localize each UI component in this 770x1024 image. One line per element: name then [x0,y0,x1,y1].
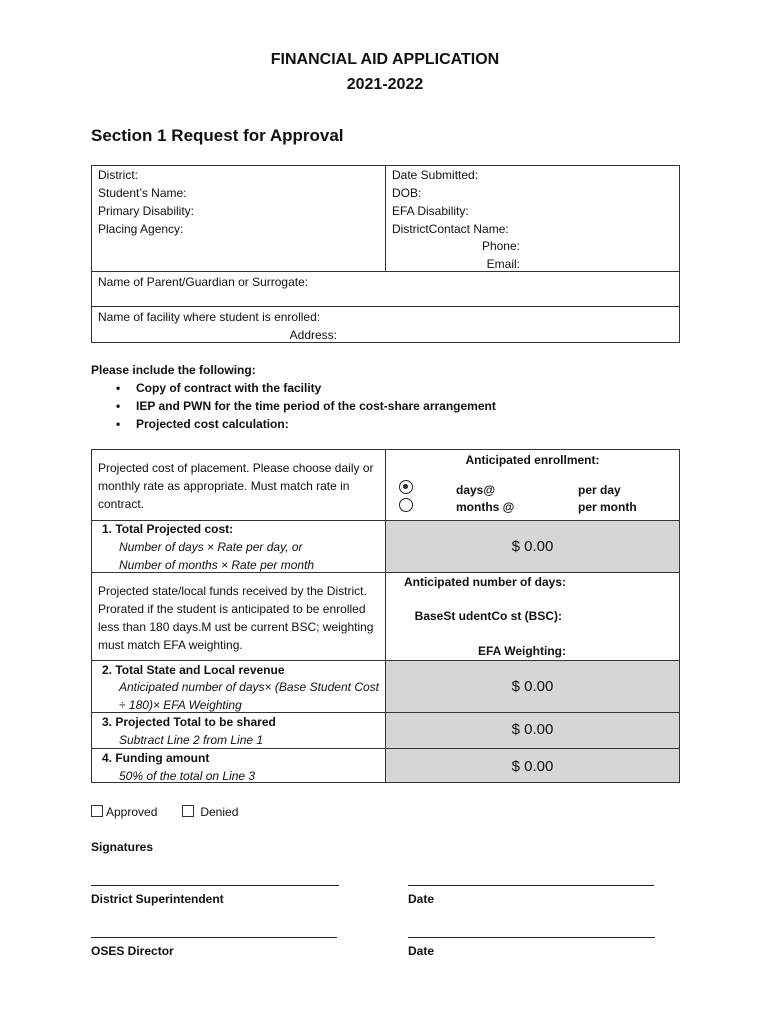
email-label[interactable]: Email: [486,257,520,271]
line1-title: 1. Total Projected cost: [102,522,234,536]
phone-label[interactable]: Phone: [481,239,520,253]
district-label[interactable]: District: [98,168,138,182]
line2-sub: Anticipated number of days× (Base Student Cost ÷ 180)× EFA Weighting [119,680,379,712]
line1-sub2: Number of months × Rate per month [119,558,315,572]
form-title: FINANCIAL AID APPLICATION [270,51,500,68]
date-label-1: Date [408,892,435,906]
line3-title: 3. Projected Total to be shared [102,715,276,729]
date-label-2: Date [408,944,435,958]
line1-sub1: Number of days × Rate per day, or [119,540,303,554]
primary-disability-label[interactable]: Primary Disability: [98,204,195,218]
line4-value: $ 0.00 [511,758,554,775]
include-list [91,379,691,433]
line2-value: $ 0.00 [511,678,554,695]
line4-title: 4. Funding amount [102,751,210,765]
parent-label[interactable]: Name of Parent/Guardian or Surrogate: [98,275,309,289]
approved-option[interactable] [91,803,157,821]
line4-sub: 50% of the total on Line 3 [119,769,256,783]
form-year: 2021-2022 [346,76,424,93]
list-item: • Projected cost calculation: [91,415,691,433]
superintendent-signature-line[interactable] [91,885,339,886]
address-label[interactable]: Address: [289,328,337,342]
anticipated-days-label[interactable]: Anticipated number of days: [403,575,566,589]
signatures-heading: Signatures [91,840,154,854]
per-month-label: per month [578,500,637,514]
line1-value: $ 0.00 [511,538,554,555]
efa-weighting-label[interactable]: EFA Weighting: [478,644,566,658]
line3-value: $ 0.00 [511,721,554,738]
director-signature-line[interactable] [91,937,337,938]
facility-label[interactable]: Name of facility where student is enrolled: [98,310,321,324]
column-divider [385,165,386,272]
days-radio[interactable] [399,480,413,494]
months-option-label: months @ [456,500,515,514]
date-line-1[interactable] [408,885,654,886]
director-label: OSES Director [91,944,174,958]
placing-agency-label[interactable]: Placing Agency: [98,222,184,236]
line3-sub: Subtract Line 2 from Line 1 [119,733,264,747]
student-name-label[interactable]: Student’s Name: [98,186,187,200]
denied-checkbox[interactable] [182,805,194,817]
superintendent-label: District Superintendent [91,892,224,906]
district-contact-label[interactable]: DistrictContact Name: [392,222,509,236]
enrollment-heading: Anticipated enrollment: [465,453,600,467]
months-radio[interactable] [399,498,413,512]
line2-title: 2. Total State and Local revenue [102,663,285,677]
student-info-left [98,166,194,238]
bsc-label[interactable]: BaseSt udentCo st (BSC): [414,609,562,623]
list-item: • IEP and PWN for the time period of the cost-share arrangement [91,397,691,415]
per-day-label: per day [578,483,621,497]
include-heading: Please include the following: [91,363,256,377]
funds-text: Projected state/local funds received by the District. Prorated if the student is anticipated to be enrolled less than 180 days.M ust be current BSC; weighting must match EFA weighting. [98,584,374,652]
list-item: • Copy of contract with the facility [91,379,691,397]
date-submitted-label[interactable]: Date Submitted: [392,168,479,182]
dob-label[interactable]: DOB: [392,186,422,200]
denied-option[interactable] [182,803,238,821]
efa-disability-label[interactable]: EFA Disability: [392,204,469,218]
date-line-2[interactable] [408,937,655,938]
denied-label: Denied [200,805,239,819]
approved-checkbox[interactable] [91,805,103,817]
placement-text: Projected cost of placement. Please choose daily or monthly rate as appropriate. Must match rate in contract. [98,461,374,511]
days-option-label: days@ [456,483,496,497]
section-heading: Section 1 Request for Approval [91,126,344,145]
student-info-right [392,166,509,238]
approved-label: Approved [106,805,158,819]
